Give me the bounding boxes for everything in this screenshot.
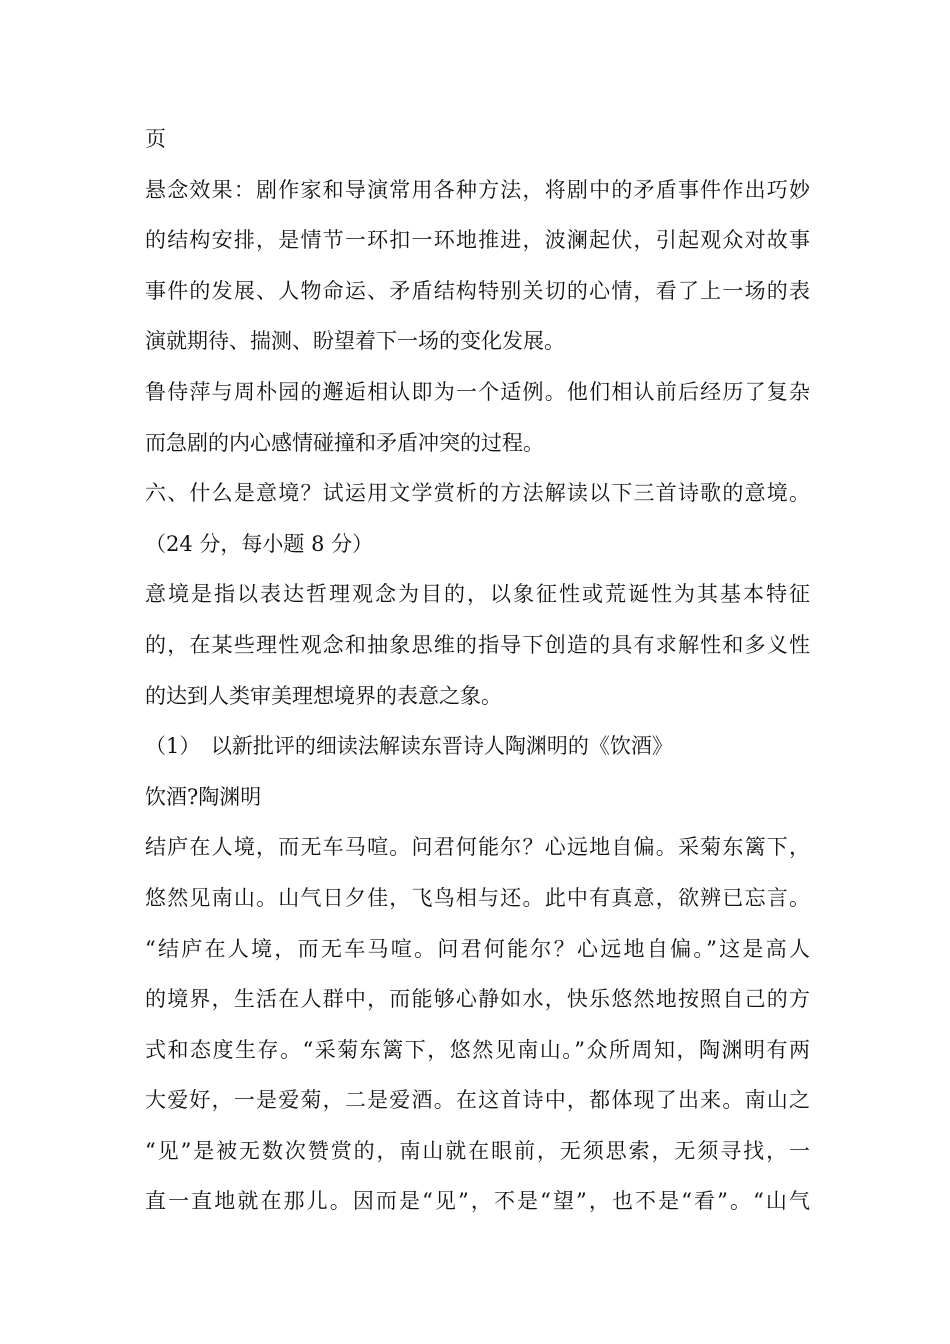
text-line: 的结构安排，是情节一环扣一环地推进，波澜起伏，引起观众对故事 [145,228,810,253]
question-heading: 六、什么是意境？试运用文学赏析的方法解读以下三首诗歌的意境。 [145,481,810,506]
text-line: 直一直地就在那儿。因而是“见”，不是“望”，也不是“看”。“山气 [145,1189,810,1214]
text-line: 式和态度生存。“采菊东篱下，悠然见南山。”众所周知，陶渊明有两 [145,1037,810,1062]
text-line: 事件的发展、人物命运、矛盾结构特别关切的心情，看了上一场的表 [145,278,810,303]
text-line: 的，在某些理性观念和抽象思维的指导下创造的具有求解性和多义性 [145,632,810,657]
text-line: 悬念效果：剧作家和导演常用各种方法，将剧中的矛盾事件作出巧妙 [145,177,810,202]
score-note: （24 分，每小题 8 分） [145,531,374,556]
text-line: 而急剧的内心感情碰撞和矛盾冲突的过程。 [145,430,544,455]
poem-title: 饮酒?陶渊明 [145,784,262,809]
text-line: “结庐在人境，而无车马喧。问君何能尔？心远地自偏。”这是高人 [145,936,810,961]
text-line: 的达到人类审美理想境界的表意之象。 [145,683,502,708]
poem-line: 悠然见南山。山气日夕佳，飞鸟相与还。此中有真意，欲辨已忘言。 [145,885,810,910]
text-line: 意境是指以表达哲理观念为目的，以象征性或荒诞性为其基本特征 [145,582,810,607]
text-line: 的境界，生活在人群中，而能够心静如水，快乐悠然地按照自己的方 [145,987,810,1012]
subquestion-heading: （1） 以新批评的细读法解读东晋诗人陶渊明的《饮酒》 [145,734,673,759]
text-line: 大爱好，一是爱菊，二是爱酒。在这首诗中，都体现了出来。南山之 [145,1088,810,1113]
document-body [145,114,810,1227]
poem-line: 结庐在人境，而无车马喧。问君何能尔？心远地自偏。采菊东篱下， [145,835,810,860]
text-line: “见”是被无数次赞赏的，南山就在眼前，无须思索，无须寻找，一 [145,1138,810,1163]
text-line: 页 [145,127,166,151]
text-line: 鲁侍萍与周朴园的邂逅相认即为一个适例。他们相认前后经历了复杂 [145,379,810,404]
text-line: 演就期待、揣测、盼望着下一场的变化发展。 [145,329,565,354]
